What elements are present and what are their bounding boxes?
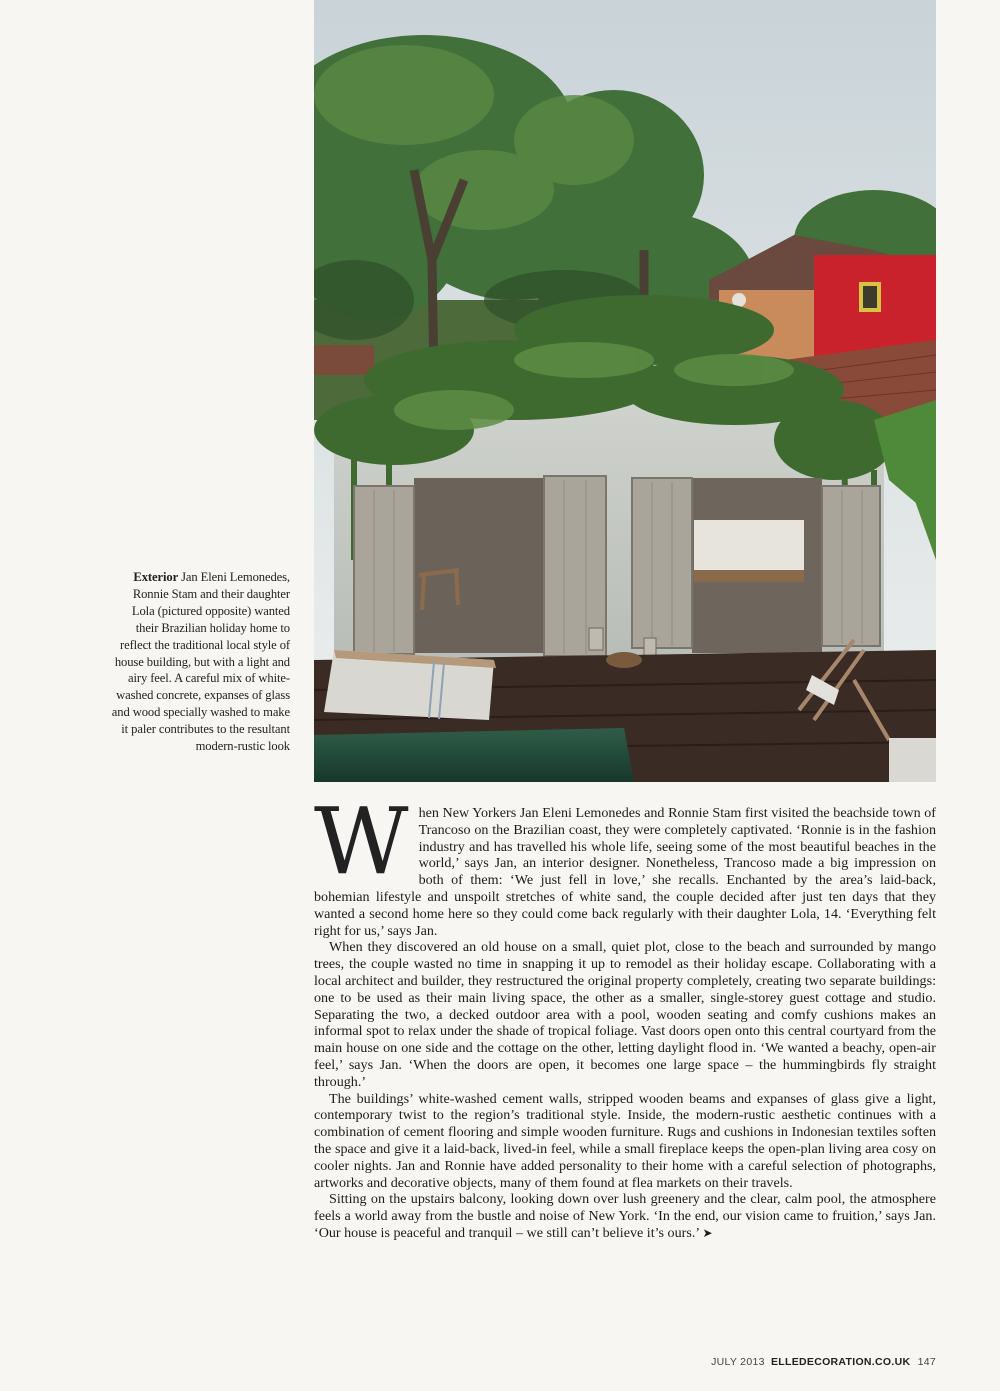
caption-text: Jan Eleni Lemonedes, Ronnie Stam and their daughter Lola (pictured opposite) wanted their Brazilian holiday home to reflect the traditional local style of house building, but with a light and airy feel. A careful mix of white-washed concrete, expanses of glass and wood specially washed to make it paler contributes to the resultant modern-rustic look [111,570,290,754]
issue-date: JULY 2013 [711,1356,765,1368]
site-url: ELLEDECORATION.CO.UK [770,1356,911,1368]
article-paragraph: Sitting on the upstairs balcony, looking down over lush greenery and the clear, calm pool, the atmosphere feels a world away from the bustle and noise of New York. ‘In the end, our vision came to fruition,’ says Jan. ‘Our house is peaceful and tranquil – we still can’t believe it’s ours.’ ➤ [314,1191,936,1241]
page-number: 147 [917,1356,936,1368]
caption-label: Exterior [133,570,179,584]
article-paragraph: When they discovered an old house on a small, quiet plot, close to the beach and surrounded by mango trees, the couple wasted no time in snapping it up to remodel as their holiday escape. Collaborating with a local architect and builder, they restructured the original property completely, creating two separate buildings: one to be used as their main living space, the other as a smaller, single-storey guest cottage and studio. Separating the two, a decked outdoor area with a pool, wooden seating and comfy cushions makes an informal spot to relax under the shade of tropical foliage. Vast doors open onto this central courtyard from the main house on one side and the cottage on the other, letting daylight flood in. ‘We wanted a beachy, open-air feel,’ says Jan. ‘When the doors are open, it becomes one large space – the hummingbirds fly straight through.’ [314,939,936,1090]
drop-cap: W [314,788,409,895]
page-footer [711,1356,936,1368]
exterior-photo [314,0,936,782]
article-paragraph: When New Yorkers Jan Eleni Lemonedes and Ronnie Stam first visited the beachside town of Trancoso on the Brazilian coast, they were completely captivated. ‘Ronnie is in the fashion industry and has travelled his whole life, seeing some of the most beautiful beaches in the world,’ says Jan, an interior designer. Nonetheless, Trancoso made a big impression on both of them: ‘We just fell in love,’ she recalls. Enchanted by the area’s laid-back, bohemian lifestyle and unspoilt stretches of white sand, the couple decided after just ten days that they wanted a second home here so they could come back regularly with their daughter Lola, 14. ‘Everything felt right for us,’ says Jan. [314,788,936,939]
end-mark-icon: ➤ [702,1225,713,1240]
photo-caption [110,569,290,755]
article-paragraph: The buildings’ white-washed cement walls, stripped wooden beams and expanses of glass give a light, contemporary twist to the region’s traditional style. Inside, the modern-rustic aesthetic continues with a combination of cement flooring and simple wooden furniture. Rugs and cushions in Indonesian textiles soften the space and give it a laid-back, lived-in feel, while a small fireplace keeps the open-plan living area cosy on cooler nights. Jan and Ronnie have added personality to their home with a careful selection of photographs, artworks and decorative objects, many of them found at flea markets on their travels. [314,1090,936,1191]
article-body [314,788,936,1242]
